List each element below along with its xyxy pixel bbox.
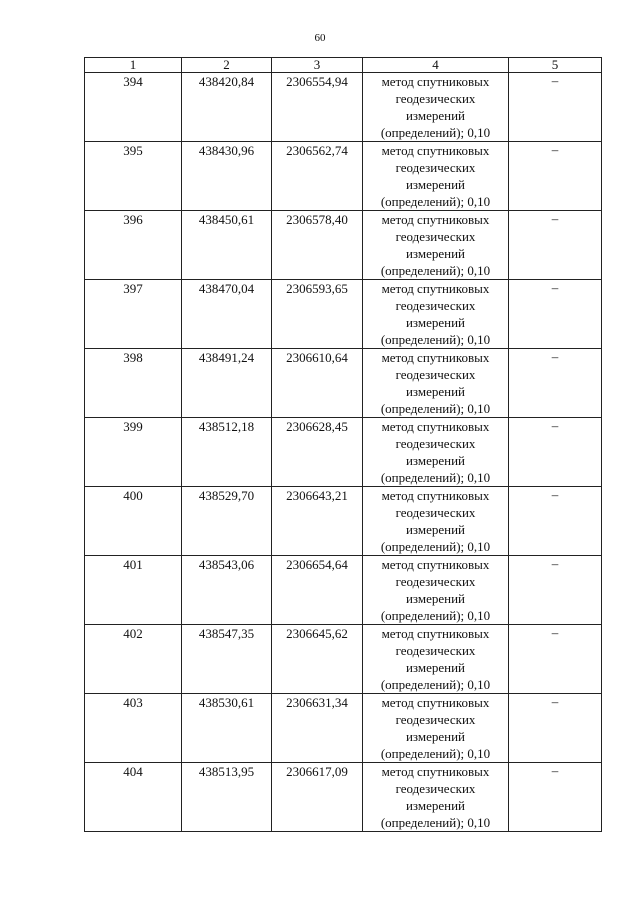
- method-text-line: измерений: [405, 108, 466, 123]
- description-cell: –: [509, 625, 602, 694]
- y-coordinate-cell: 2306631,34: [272, 694, 363, 763]
- column-header-3: 3: [272, 58, 363, 73]
- table-row: [85, 73, 602, 142]
- method-text-line: (определений); 0,10: [380, 125, 491, 140]
- method-text-line: метод спутниковых: [381, 764, 490, 779]
- method-text-line: геодезических: [395, 91, 476, 106]
- table-header: [85, 58, 602, 73]
- x-coordinate-cell: 438430,96: [182, 142, 272, 211]
- method-text-line: геодезических: [395, 367, 476, 382]
- method-text-line: метод спутниковых: [381, 143, 490, 158]
- table-row: [85, 142, 602, 211]
- method-cell: [363, 280, 509, 349]
- method-cell: [363, 694, 509, 763]
- point-number-cell: 403: [85, 694, 182, 763]
- method-text-line: метод спутниковых: [381, 557, 490, 572]
- method-text-line: геодезических: [395, 436, 476, 451]
- point-number-cell: 394: [85, 73, 182, 142]
- x-coordinate-cell: 438491,24: [182, 349, 272, 418]
- coordinates-table: [84, 57, 602, 832]
- method-cell: [363, 73, 509, 142]
- table-row: [85, 556, 602, 625]
- point-number-cell: 398: [85, 349, 182, 418]
- method-text-line: измерений: [405, 453, 466, 468]
- method-text-line: метод спутниковых: [381, 281, 490, 296]
- method-cell: [363, 211, 509, 280]
- method-text-line: измерений: [405, 384, 466, 399]
- y-coordinate-cell: 2306643,21: [272, 487, 363, 556]
- method-text-line: метод спутниковых: [381, 419, 490, 434]
- table-row: [85, 280, 602, 349]
- x-coordinate-cell: 438450,61: [182, 211, 272, 280]
- column-header-4: 4: [363, 58, 509, 73]
- method-text-line: измерений: [405, 660, 466, 675]
- method-text-line: (определений); 0,10: [380, 470, 491, 485]
- description-cell: –: [509, 280, 602, 349]
- x-coordinate-cell: 438529,70: [182, 487, 272, 556]
- method-text-line: (определений); 0,10: [380, 401, 491, 416]
- method-text-line: (определений); 0,10: [380, 815, 491, 830]
- x-coordinate-cell: 438512,18: [182, 418, 272, 487]
- method-text-line: геодезических: [395, 643, 476, 658]
- table-row: [85, 694, 602, 763]
- method-text-line: измерений: [405, 522, 466, 537]
- x-coordinate-cell: 438547,35: [182, 625, 272, 694]
- description-cell: –: [509, 211, 602, 280]
- description-cell: –: [509, 418, 602, 487]
- description-cell: –: [509, 487, 602, 556]
- table-row: [85, 418, 602, 487]
- method-text-line: метод спутниковых: [381, 488, 490, 503]
- description-cell: –: [509, 349, 602, 418]
- method-text-line: геодезических: [395, 712, 476, 727]
- method-cell: [363, 556, 509, 625]
- page-number: 60: [314, 32, 326, 44]
- method-text-line: метод спутниковых: [381, 212, 490, 227]
- method-text-line: (определений); 0,10: [380, 677, 491, 692]
- point-number-cell: 401: [85, 556, 182, 625]
- method-text-line: (определений); 0,10: [380, 746, 491, 761]
- description-cell: –: [509, 142, 602, 211]
- description-cell: –: [509, 556, 602, 625]
- header-row: [85, 58, 602, 73]
- method-text-line: геодезических: [395, 160, 476, 175]
- y-coordinate-cell: 2306593,65: [272, 280, 363, 349]
- description-cell: –: [509, 73, 602, 142]
- table-row: [85, 349, 602, 418]
- method-cell: [363, 487, 509, 556]
- y-coordinate-cell: 2306562,74: [272, 142, 363, 211]
- x-coordinate-cell: 438513,95: [182, 763, 272, 832]
- table-row: [85, 211, 602, 280]
- point-number-cell: 404: [85, 763, 182, 832]
- column-header-5: 5: [509, 58, 602, 73]
- method-cell: [363, 349, 509, 418]
- method-text-line: измерений: [405, 246, 466, 261]
- y-coordinate-cell: 2306610,64: [272, 349, 363, 418]
- table-row: [85, 487, 602, 556]
- table-row: [85, 763, 602, 832]
- method-text-line: геодезических: [395, 574, 476, 589]
- y-coordinate-cell: 2306654,64: [272, 556, 363, 625]
- point-number-cell: 402: [85, 625, 182, 694]
- method-text-line: измерений: [405, 729, 466, 744]
- y-coordinate-cell: 2306554,94: [272, 73, 363, 142]
- y-coordinate-cell: 2306617,09: [272, 763, 363, 832]
- method-text-line: измерений: [405, 177, 466, 192]
- x-coordinate-cell: 438530,61: [182, 694, 272, 763]
- point-number-cell: 397: [85, 280, 182, 349]
- method-text-line: (определений); 0,10: [380, 608, 491, 623]
- description-cell: –: [509, 763, 602, 832]
- method-text-line: геодезических: [395, 298, 476, 313]
- method-text-line: измерений: [405, 315, 466, 330]
- method-text-line: геодезических: [395, 505, 476, 520]
- method-text-line: геодезических: [395, 229, 476, 244]
- method-cell: [363, 418, 509, 487]
- description-cell: –: [509, 694, 602, 763]
- point-number-cell: 399: [85, 418, 182, 487]
- y-coordinate-cell: 2306645,62: [272, 625, 363, 694]
- point-number-cell: 395: [85, 142, 182, 211]
- method-text-line: метод спутниковых: [381, 350, 490, 365]
- method-text-line: (определений); 0,10: [380, 194, 491, 209]
- x-coordinate-cell: 438470,04: [182, 280, 272, 349]
- x-coordinate-cell: 438420,84: [182, 73, 272, 142]
- method-text-line: метод спутниковых: [381, 74, 490, 89]
- method-cell: [363, 625, 509, 694]
- column-header-2: 2: [182, 58, 272, 73]
- table-body: [85, 73, 602, 832]
- method-text-line: измерений: [405, 591, 466, 606]
- y-coordinate-cell: 2306628,45: [272, 418, 363, 487]
- method-text-line: (определений); 0,10: [380, 263, 491, 278]
- point-number-cell: 396: [85, 211, 182, 280]
- method-cell: [363, 142, 509, 211]
- method-text-line: геодезических: [395, 781, 476, 796]
- method-text-line: измерений: [405, 798, 466, 813]
- y-coordinate-cell: 2306578,40: [272, 211, 363, 280]
- x-coordinate-cell: 438543,06: [182, 556, 272, 625]
- method-text-line: метод спутниковых: [381, 695, 490, 710]
- method-cell: [363, 763, 509, 832]
- method-text-line: метод спутниковых: [381, 626, 490, 641]
- method-text-line: (определений); 0,10: [380, 332, 491, 347]
- column-header-1: 1: [85, 58, 182, 73]
- method-text-line: (определений); 0,10: [380, 539, 491, 554]
- table-row: [85, 625, 602, 694]
- point-number-cell: 400: [85, 487, 182, 556]
